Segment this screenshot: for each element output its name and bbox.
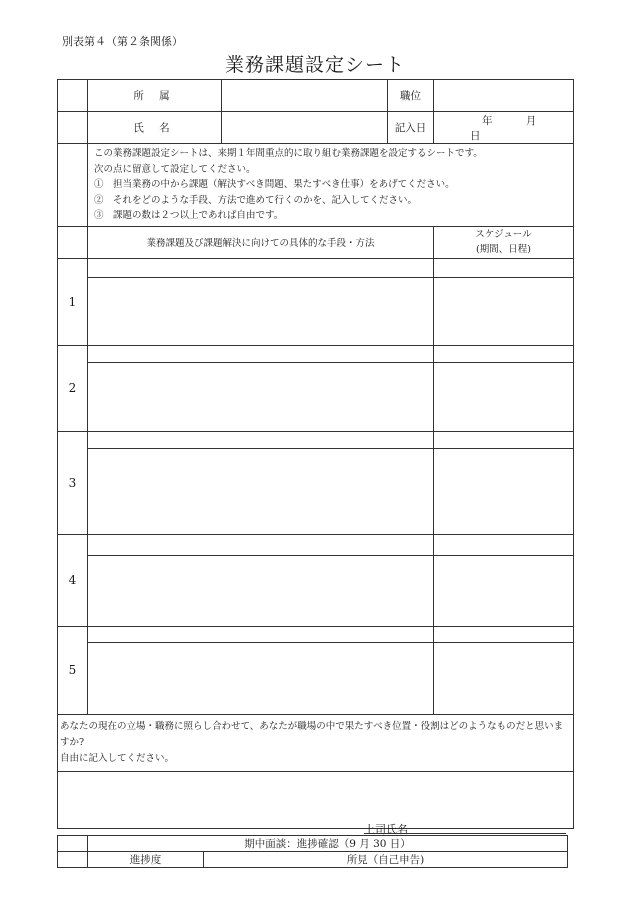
task-body-row	[58, 555, 574, 626]
interview-header-row	[58, 852, 568, 868]
schedule-column-header	[434, 226, 574, 258]
date-label: 記入日	[388, 112, 434, 144]
task-body-row	[58, 362, 574, 431]
row-spacer	[58, 80, 88, 112]
row-spacer	[58, 836, 88, 852]
schedule-title-field[interactable]	[434, 345, 574, 362]
position-question-row	[58, 714, 574, 771]
schedule-title-field[interactable]	[434, 534, 574, 555]
instructions-row	[58, 144, 574, 227]
instruction-line: ③ 課題の数は２つ以上であれば自由です。	[94, 210, 284, 221]
task-method-field[interactable]	[88, 277, 434, 345]
position-question-line1: あなたの現在の立場・職務に照らし合わせて、あなたが職場の中で果たすべき位置・役割はどのようなものだと思いますか?	[60, 720, 564, 748]
row-spacer	[58, 112, 88, 144]
opinion-label: 所見（自己申告)	[204, 852, 568, 868]
task-title-field[interactable]	[88, 345, 434, 362]
position-answer-field[interactable]	[58, 771, 574, 828]
name-field[interactable]	[222, 112, 388, 144]
schedule-field[interactable]	[434, 277, 574, 345]
progress-label: 進捗度	[88, 852, 204, 868]
column-header-row	[58, 226, 574, 258]
instruction-line: この業務課題設定シートは、来期１年間重点的に取り組む業務課題を設定するシートです。	[94, 148, 483, 159]
row-spacer	[58, 226, 88, 258]
interview-table	[57, 835, 568, 868]
dept-row	[58, 80, 574, 112]
task-number: 4	[58, 534, 88, 626]
instruction-line: ② それをどのような手段、方法で進めて行くのかを、記入してください。	[94, 194, 418, 206]
date-field[interactable]	[434, 112, 574, 144]
position-question-line2: 自由に記入してください。	[60, 752, 175, 764]
task-title-field[interactable]	[88, 258, 434, 277]
interview-title: 期中面談：進捗確認（9 月 30 日）	[88, 836, 568, 852]
instruction-line: 次の点に留意して設定してください。	[94, 163, 256, 175]
task-method-field[interactable]	[88, 448, 434, 534]
task-title-field[interactable]	[88, 431, 434, 448]
instruction-line: ① 担当業務の中から課題（解決すべき問題、果たすべき仕事）をあげてください。	[94, 179, 455, 190]
supervisor-signature-line	[364, 833, 566, 834]
page-title: 業務課題設定シート	[224, 54, 405, 76]
task-title-row	[58, 431, 574, 448]
date-month: 月	[525, 114, 537, 127]
task-title-row	[58, 258, 574, 277]
row-spacer	[58, 852, 88, 868]
date-year: 年	[482, 114, 493, 127]
task-title-row	[58, 345, 574, 362]
schedule-field[interactable]	[434, 362, 574, 431]
task-number: 3	[58, 431, 88, 534]
task-body-row	[58, 277, 574, 345]
schedule-field[interactable]	[434, 555, 574, 626]
position-question	[58, 714, 574, 771]
dept-label: 所 属	[88, 80, 222, 112]
task-method-field[interactable]	[88, 555, 434, 626]
task-method-field[interactable]	[88, 642, 434, 714]
supervisor-name-label: 上司氏名	[364, 823, 408, 836]
task-body-row	[58, 448, 574, 534]
task-number: 5	[58, 626, 88, 714]
instructions	[88, 144, 574, 227]
task-setting-form	[57, 79, 574, 829]
schedule-title-field[interactable]	[434, 431, 574, 448]
form-reference-note: 別表第４（第２条関係）	[62, 35, 183, 48]
task-title-row	[58, 626, 574, 642]
interview-title-row	[58, 836, 568, 852]
position-answer-row	[58, 771, 574, 828]
schedule-header-line2: (期間、日程)	[476, 244, 531, 255]
schedule-header-line1: スケジュール	[475, 229, 532, 240]
task-title-field[interactable]	[88, 626, 434, 642]
date-day: 日	[470, 129, 481, 142]
task-number: 2	[58, 345, 88, 431]
task-title-row	[58, 534, 574, 555]
position-field[interactable]	[434, 80, 574, 112]
task-column-header: 業務課題及び課題解決に向けての具体的な手段・方法	[88, 226, 434, 258]
row-spacer	[58, 144, 88, 227]
task-number: 1	[58, 258, 88, 345]
schedule-title-field[interactable]	[434, 258, 574, 277]
task-body-row	[58, 642, 574, 714]
name-label: 氏 名	[88, 112, 222, 144]
schedule-field[interactable]	[434, 642, 574, 714]
name-row	[58, 112, 574, 144]
schedule-field[interactable]	[434, 448, 574, 534]
dept-field[interactable]	[222, 80, 388, 112]
task-method-field[interactable]	[88, 362, 434, 431]
position-label: 職位	[388, 80, 434, 112]
task-title-field[interactable]	[88, 534, 434, 555]
schedule-title-field[interactable]	[434, 626, 574, 642]
